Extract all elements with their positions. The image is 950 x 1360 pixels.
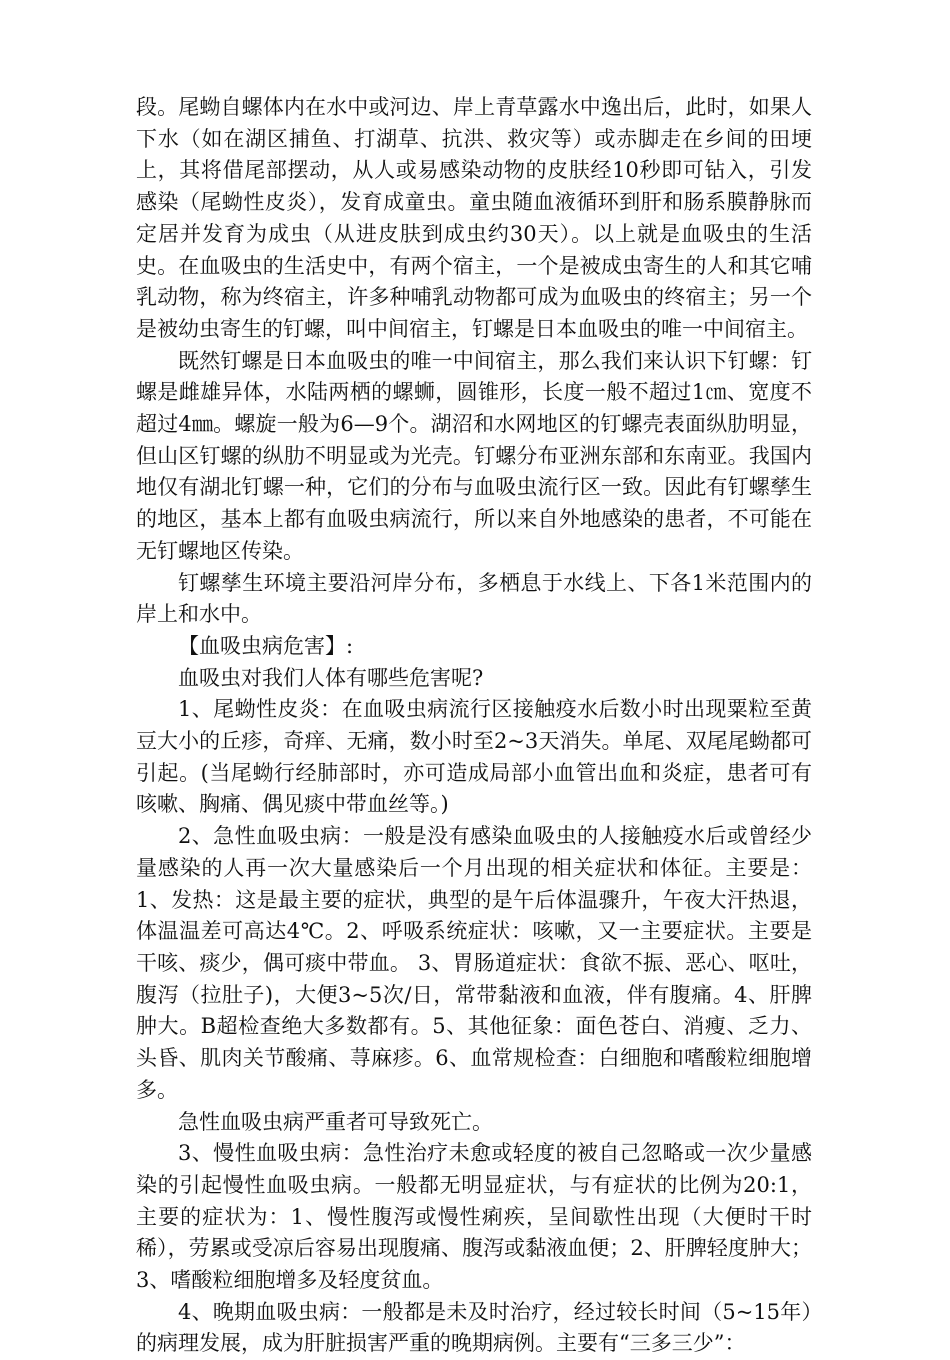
paragraph-cercarial-dermatitis: 1、尾蚴性皮炎：在血吸虫病流行区接触疫水后数小时出现粟粒至黄豆大小的丘疹，奇痒、无痛，数小时至2~3天消失。单尾、双尾尾蚴都可引起。(当尾蚴行经肺部时，亦可造成局部小血管出血和炎症，患者可有咳嗽、胸痛、偶见痰中带血丝等。) bbox=[136, 697, 812, 817]
paragraph-chronic-schistosomiasis: 3、慢性血吸虫病：急性治疗未愈或轻度的被自己忽略或一次少量感染的引起慢性血吸虫病。一般都无明显症状，与有症状的比例为20:1，主要的症状为：1、慢性腹泻或慢性痢疾，呈间歇性出现（大便时干时稀），劳累或受凉后容易出现腹痛、腹泻或黏液血便；2、肝脾轻度肿大；3、嗜酸粒细胞增多及轻度贫血。 bbox=[136, 1141, 812, 1293]
paragraph-advanced-schistosomiasis: 4、晚期血吸虫病：一般都是未及时治疗，经过较长时间（5~15年）的病理发展，成为肝脏损害严重的晚期病例。主要有“三多三少”： bbox=[136, 1299, 812, 1356]
paragraph-acute-schistosomiasis: 2、急性血吸虫病：一般是没有感染血吸虫的人接触疫水后或曾经少量感染的人再一次大量感染后一个月出现的相关症状和体征。主要是：1、发热：这是最主要的症状，典型的是午后体温骤升，午夜大汗热退，体温温差可高达4℃。2、呼吸系统症状：咳嗽，又一主要症状。主要是干咳、痰少，偶可痰中带血。 3、胃肠道症状：食欲不振、恶心、呕吐，腹泻（拉肚子)，大便3~5次/日，常带黏液和血液，伴有腹痛。4、肝脾肿大。B超检查绝大多数都有。5、其他征象：面色苍白、消瘦、乏力、头昏、肌肉关节酸痛、荨麻疹。6、血常规检查：白细胞和嗜酸粒细胞增多。 bbox=[136, 824, 812, 1102]
document-page bbox=[136, 92, 812, 1360]
section-heading-hazards: 【血吸虫病危害】: bbox=[178, 633, 354, 658]
paragraph-acute-death: 急性血吸虫病严重者可导致死亡。 bbox=[178, 1109, 493, 1134]
paragraph-life-cycle-continued: 段。尾蚴自螺体内在水中或河边、岸上青草露水中逸出后，此时，如果人下水（如在湖区捕鱼、打湖草、抗洪、救灾等）或赤脚走在乡间的田埂上，其将借尾部摆动，从人或易感染动物的皮肤经10秒即可钻入，引发感染（尾蚴性皮炎），发育成童虫。童虫随血液循环到肝和肠系膜静脉而定居并发育为成虫（从进皮肤到成虫约30天）。以上就是血吸虫的生活史。在血吸虫的生活史中，有两个宿主，一个是被成虫寄生的人和其它哺乳动物，称为终宿主，许多种哺乳动物都可成为血吸虫的终宿主；另一个是被幼虫寄生的钉螺，叫中间宿主，钉螺是日本血吸虫的唯一中间宿主。 bbox=[136, 95, 812, 341]
paragraph-oncomelania-snail: 既然钉螺是日本血吸虫的唯一中间宿主，那么我们来认识下钉螺：钉螺是雌雄异体，水陆两栖的螺蛳，圆锥形，长度一般不超过1㎝、宽度不超过4㎜。螺旋一般为6—9个。湖沼和水网地区的钉螺壳表面纵肋明显，但山区钉螺的纵肋不明显或为光壳。钉螺分布亚洲东部和东南亚。我国内地仅有湖北钉螺一种，它们的分布与血吸虫流行区一致。因此有钉螺孳生的地区，基本上都有血吸虫病流行，所以来自外地感染的患者，不可能在无钉螺地区传染。 bbox=[136, 348, 812, 563]
paragraph-question: 血吸虫对我们人体有哪些危害呢? bbox=[178, 665, 484, 690]
paragraph-snail-habitat: 钉螺孳生环境主要沿河岸分布，多栖息于水线上、下各1米范围内的岸上和水中。 bbox=[136, 570, 812, 627]
